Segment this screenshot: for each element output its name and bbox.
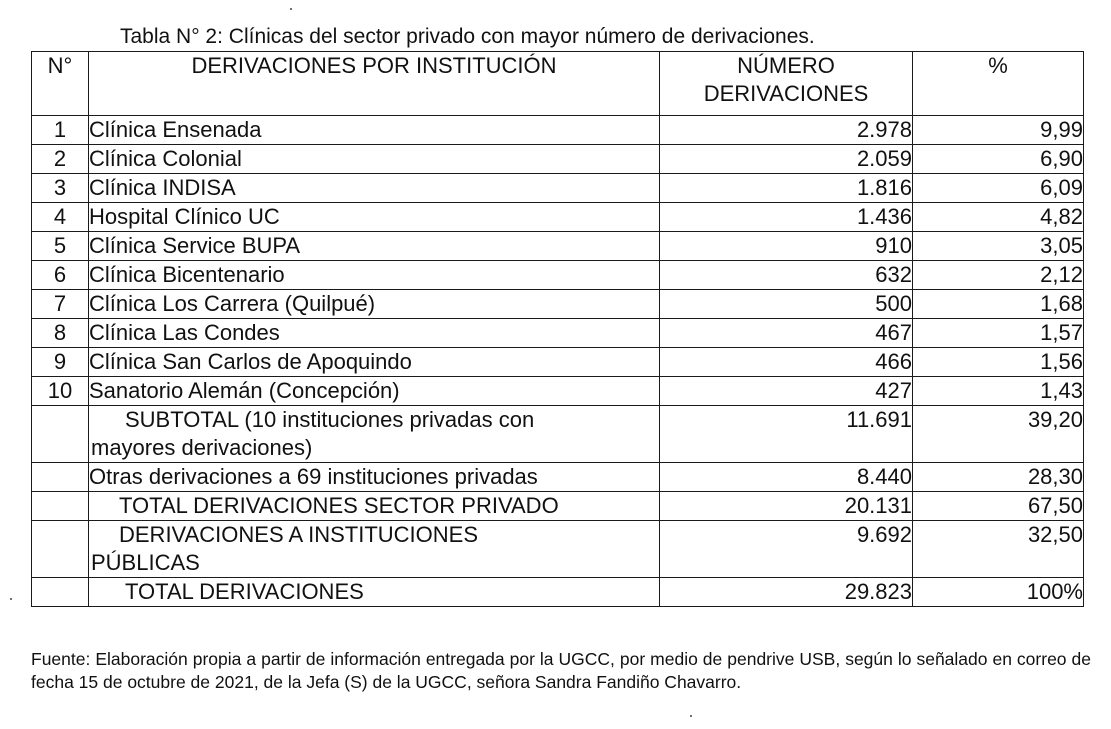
row-percent: 4,82 (913, 203, 1084, 232)
header-derivations-count (660, 52, 913, 116)
header-number-index: N° (32, 52, 89, 116)
row-index: 5 (32, 232, 89, 261)
derivations-table (31, 51, 1084, 607)
subtotal-row (32, 406, 1084, 463)
row-index: 10 (32, 377, 89, 406)
row-index: 1 (32, 116, 89, 145)
public-label (89, 521, 660, 578)
others-percent: 28,30 (913, 463, 1084, 492)
row-percent: 9,99 (913, 116, 1084, 145)
row-index: 8 (32, 319, 89, 348)
row-percent: 3,05 (913, 232, 1084, 261)
table-row (32, 203, 1084, 232)
total-label: TOTAL DERIVACIONES (89, 578, 660, 607)
table-row (32, 348, 1084, 377)
row-derivations: 467 (660, 319, 913, 348)
row-index: 4 (32, 203, 89, 232)
subtotal-percent: 39,20 (913, 406, 1084, 463)
total-index (32, 578, 89, 607)
subtotal-label (89, 406, 660, 463)
row-percent: 1,56 (913, 348, 1084, 377)
row-derivations: 2.978 (660, 116, 913, 145)
row-percent: 1,43 (913, 377, 1084, 406)
row-percent: 2,12 (913, 261, 1084, 290)
table-header-row (32, 52, 1084, 116)
row-institution: Clínica INDISA (89, 174, 660, 203)
row-derivations: 2.059 (660, 145, 913, 174)
others-derivations: 8.440 (660, 463, 913, 492)
row-institution: Clínica Las Condes (89, 319, 660, 348)
table-row (32, 319, 1084, 348)
total-derivations: 29.823 (660, 578, 913, 607)
row-index: 9 (32, 348, 89, 377)
table-row (32, 290, 1084, 319)
others-row (32, 463, 1084, 492)
row-percent: 1,57 (913, 319, 1084, 348)
table-row (32, 174, 1084, 203)
others-label: Otras derivaciones a 69 instituciones privadas (89, 463, 660, 492)
header-institution: DERIVACIONES POR INSTITUCIÓN (89, 52, 660, 116)
table-row (32, 261, 1084, 290)
subtotal-derivations: 11.691 (660, 406, 913, 463)
row-derivations: 427 (660, 377, 913, 406)
total-percent: 100% (913, 578, 1084, 607)
scan-speck (690, 715, 692, 717)
table-caption: Tabla N° 2: Clínicas del sector privado con mayor número de derivaciones. (120, 25, 815, 48)
scan-speck (10, 598, 12, 600)
public-percent: 32,50 (913, 521, 1084, 578)
total-row (32, 578, 1084, 607)
row-derivations: 910 (660, 232, 913, 261)
subtotal-label-line1: SUBTOTAL (10 instituciones privadas con (125, 407, 535, 432)
total-private-label: TOTAL DERIVACIONES SECTOR PRIVADO (89, 492, 660, 521)
source-footnote: Fuente: Elaboración propia a partir de información entregada por la UGCC, por medio de pendrive USB, según lo señalado en correo de fecha 15 de octubre de 2021, de la Jefa (S) de la UGCC, señora Sandra Fandiño Chavarro. (31, 649, 1091, 692)
row-percent: 1,68 (913, 290, 1084, 319)
row-institution: Sanatorio Alemán (Concepción) (89, 377, 660, 406)
public-row (32, 521, 1084, 578)
row-institution: Hospital Clínico UC (89, 203, 660, 232)
row-institution: Clínica San Carlos de Apoquindo (89, 348, 660, 377)
row-derivations: 1.436 (660, 203, 913, 232)
row-percent: 6,90 (913, 145, 1084, 174)
row-institution: Clínica Colonial (89, 145, 660, 174)
row-derivations: 500 (660, 290, 913, 319)
row-institution: Clínica Service BUPA (89, 232, 660, 261)
public-label-line1: DERIVACIONES A INSTITUCIONES (119, 522, 478, 547)
table-row (32, 116, 1084, 145)
row-derivations: 1.816 (660, 174, 913, 203)
row-derivations: 466 (660, 348, 913, 377)
row-index: 7 (32, 290, 89, 319)
subtotal-index (32, 406, 89, 463)
total-private-percent: 67,50 (913, 492, 1084, 521)
public-label-line2: PÚBLICAS (91, 550, 200, 575)
row-index: 6 (32, 261, 89, 290)
others-index (32, 463, 89, 492)
row-index: 3 (32, 174, 89, 203)
header-percent: % (913, 52, 1084, 116)
table-row (32, 377, 1084, 406)
total-private-index (32, 492, 89, 521)
public-index (32, 521, 89, 578)
header-derivations-count-line1: NÚMERO (737, 53, 835, 78)
row-index: 2 (32, 145, 89, 174)
row-percent: 6,09 (913, 174, 1084, 203)
total-private-row (32, 492, 1084, 521)
row-derivations: 632 (660, 261, 913, 290)
row-institution: Clínica Bicentenario (89, 261, 660, 290)
scan-speck (290, 8, 292, 10)
subtotal-label-line2: mayores derivaciones) (91, 435, 313, 460)
header-derivations-count-line2: DERIVACIONES (703, 81, 869, 106)
total-private-derivations: 20.131 (660, 492, 913, 521)
row-institution: Clínica Los Carrera (Quilpué) (89, 290, 660, 319)
public-derivations: 9.692 (660, 521, 913, 578)
table-row (32, 145, 1084, 174)
row-institution: Clínica Ensenada (89, 116, 660, 145)
table-row (32, 232, 1084, 261)
